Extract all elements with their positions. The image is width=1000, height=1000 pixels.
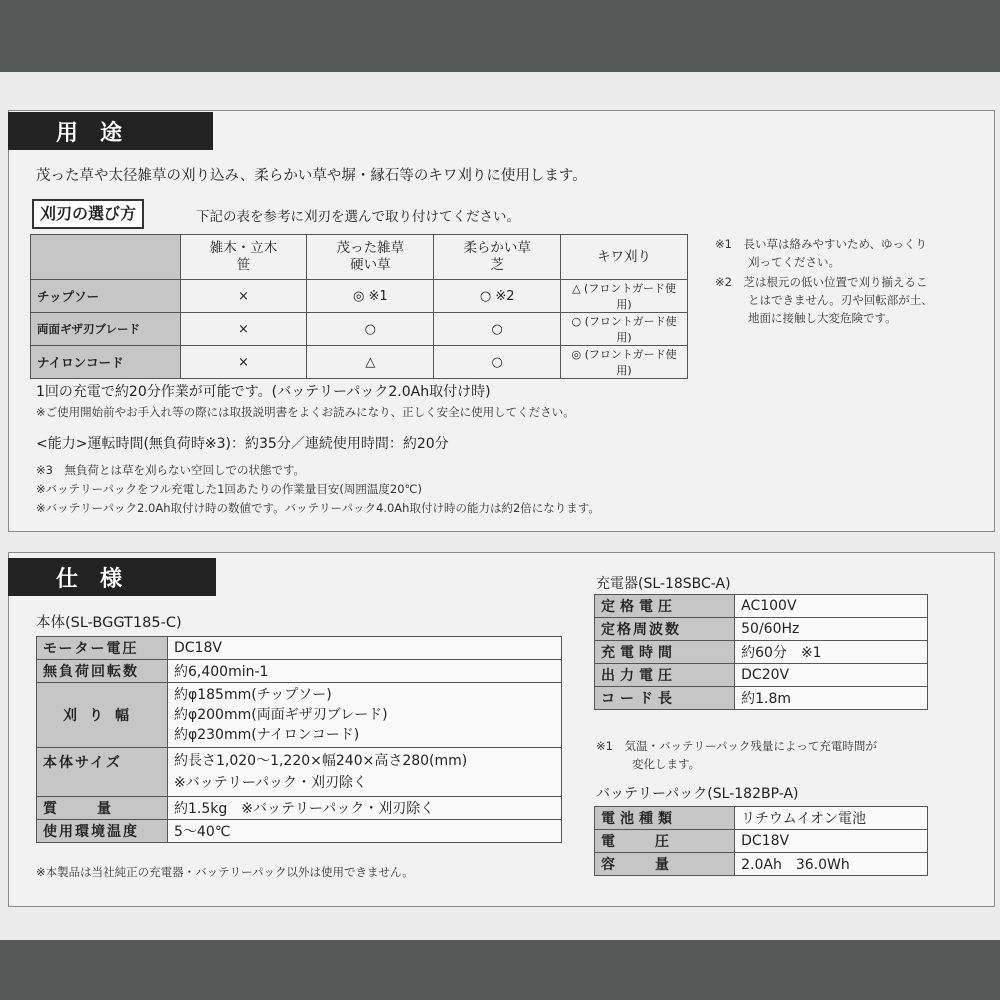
blade-cell: × xyxy=(180,313,307,346)
blade-table xyxy=(30,234,688,379)
spec-value: 約1.8m xyxy=(735,687,928,710)
spec-key: 容量 xyxy=(595,853,735,876)
spec-value xyxy=(168,683,562,748)
spec-key: 刈り幅 xyxy=(37,683,168,748)
spec-value-line: 約φ200mm(両面ギザ刃ブレード) xyxy=(174,707,388,723)
side-note: とはできません。刃や回転部が土、 xyxy=(748,293,933,307)
charger-note: ※1 気温・バッテリーパック残量によって充電時間が xyxy=(596,739,877,753)
spec-header: 仕様 xyxy=(8,558,216,596)
background-bottom xyxy=(0,940,1000,1000)
blade-row-label: ナイロンコード xyxy=(31,346,181,379)
spec-value xyxy=(168,748,562,797)
blade-cell: × xyxy=(180,346,307,379)
side-note: 刈ってください。 xyxy=(748,255,840,269)
spec-value-line: 約φ230mm(ナイロンコード) xyxy=(174,727,360,743)
spec-key: 質量 xyxy=(37,797,168,820)
spec-value: 約60分 ※1 xyxy=(735,641,928,664)
blade-row-label: チップソー xyxy=(31,280,181,313)
spec-value-line: 約φ185mm(チップソー) xyxy=(174,687,332,703)
charger-note: 変化します。 xyxy=(632,757,701,771)
spec-key: コード長 xyxy=(595,687,735,710)
blade-cell: ○ xyxy=(307,313,434,346)
usage-description: 茂った草や太径雑草の刈り込み、柔らかい草や塀・縁石等のキワ刈りに使用します。 xyxy=(36,168,587,184)
blade-cell: × xyxy=(180,280,307,313)
body-note: ※本製品は当社純正の充電器・バッテリーパック以外は使用できません。 xyxy=(36,865,414,879)
spec-value: DC18V xyxy=(168,637,562,660)
blade-cell: ○ xyxy=(434,313,561,346)
blade-cell: ○ ※2 xyxy=(434,280,561,313)
blade-col-4: キワ刈り xyxy=(561,235,688,280)
spec-key: 定格電圧 xyxy=(595,595,735,618)
side-note: ※2 芝は根元の低い位置で刈り揃えるこ xyxy=(715,275,928,289)
side-note: ※1 長い草は絡みやすいため、ゆっくり xyxy=(715,237,927,251)
blade-col-1: 雑木・立木 笹 xyxy=(180,235,307,280)
caution-note: ※ご使用開始前やお手入れ等の際には取扱説明書をよくお読みになり、正しく安全に使用してください。 xyxy=(36,405,575,419)
spec-value: 約1.5kg ※バッテリーパック・刈刃除く xyxy=(168,797,562,820)
blade-cell: △ xyxy=(307,346,434,379)
capacity-line: <能力>運転時間(無負荷時※3)：約35分／連続使用時間：約20分 xyxy=(36,436,449,452)
spec-value: リチウムイオン電池 xyxy=(735,807,928,830)
blade-cell: ◎ (フロントガード使用) xyxy=(561,346,688,379)
blade-row-label: 両面ギザ刃ブレード xyxy=(31,313,181,346)
charger-spec-table xyxy=(594,594,928,710)
battery-spec-table xyxy=(594,806,928,876)
footnote: ※3 無負荷とは草を刈らない空回しでの状態です。 xyxy=(36,463,306,477)
charge-line: 1回の充電で約20分作業が可能です。(バッテリーパック2.0Ah取付け時) xyxy=(36,384,491,400)
spec-value: 約6,400min-1 xyxy=(168,660,562,683)
choose-blade-desc: 下記の表を参考に刈刃を選んで取り付けてください。 xyxy=(196,209,520,225)
footnote: ※バッテリーパック2.0Ah取付け時の数値です。バッテリーパック4.0Ah取付け時の能力は約2倍になります。 xyxy=(36,501,600,515)
spec-key: 定格周波数 xyxy=(595,618,735,641)
spec-key: 本体サイズ xyxy=(37,748,168,797)
spec-value: 2.0Ah 36.0Wh xyxy=(735,853,928,876)
spec-key: 充電時間 xyxy=(595,641,735,664)
side-note: 地面に接触し大変危険です。 xyxy=(748,311,897,325)
body-title: 本体(SL-BGGT185-C) xyxy=(36,615,182,631)
spec-key: 電池種類 xyxy=(595,807,735,830)
body-spec-table xyxy=(36,636,562,843)
blade-cell: ○ (フロントガード使用) xyxy=(561,313,688,346)
spec-key: 使用環境温度 xyxy=(37,820,168,843)
spec-value-line: ※バッテリーパック・刈刃除く xyxy=(174,775,368,791)
spec-key: 出力電圧 xyxy=(595,664,735,687)
choose-blade-title: 刈刃の選び方 xyxy=(32,199,144,229)
charger-title: 充電器(SL-18SBC-A) xyxy=(596,576,731,592)
blade-table-corner xyxy=(31,235,181,280)
battery-title: バッテリーパック(SL-182BP-A) xyxy=(596,786,799,802)
footnote: ※バッテリーパックをフル充電した1回あたりの作業量目安(周囲温度20℃) xyxy=(36,482,422,496)
spec-value: 50/60Hz xyxy=(735,618,928,641)
blade-col-2: 茂った雑草 硬い草 xyxy=(307,235,434,280)
usage-header: 用途 xyxy=(8,112,213,150)
background-top xyxy=(0,0,1000,72)
spec-key: モーター電圧 xyxy=(37,637,168,660)
spec-key: 電圧 xyxy=(595,830,735,853)
blade-cell: ○ xyxy=(434,346,561,379)
spec-value: 5〜40℃ xyxy=(168,820,562,843)
spec-key: 無負荷回転数 xyxy=(37,660,168,683)
spec-value: DC20V xyxy=(735,664,928,687)
spec-value: DC18V xyxy=(735,830,928,853)
blade-cell: △ (フロントガード使用) xyxy=(561,280,688,313)
blade-col-3: 柔らかい草 芝 xyxy=(434,235,561,280)
spec-value-line: 約長さ1,020〜1,220×幅240×高さ280(mm) xyxy=(174,753,468,769)
spec-value: AC100V xyxy=(735,595,928,618)
blade-cell: ◎ ※1 xyxy=(307,280,434,313)
